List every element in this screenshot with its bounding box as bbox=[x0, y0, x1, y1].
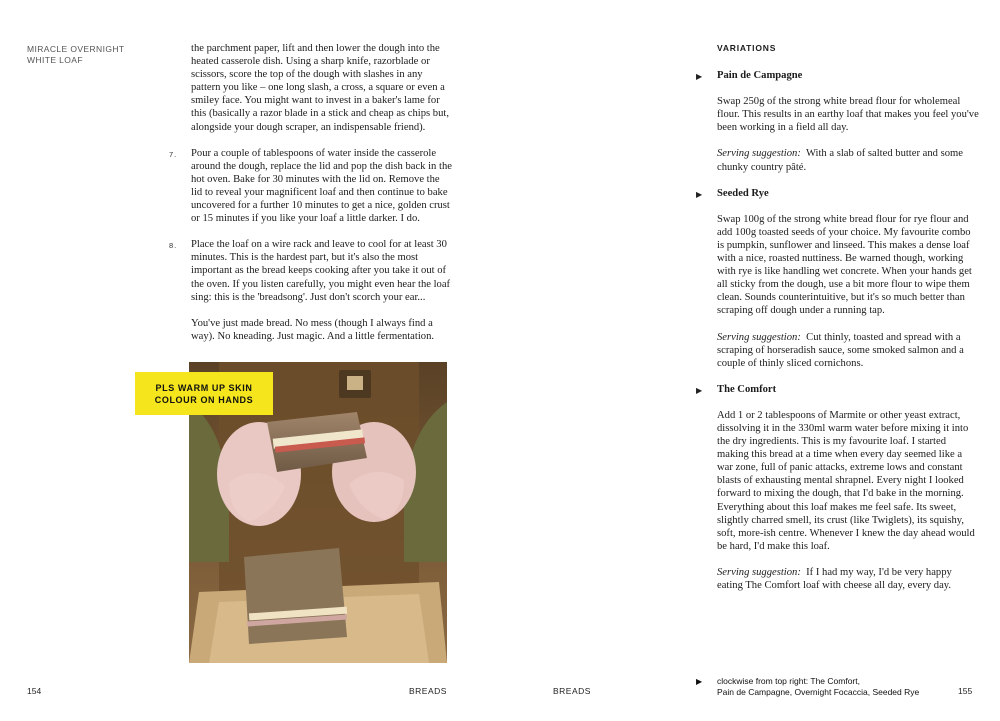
sticky-note-line-1: PLS WARM UP SKIN bbox=[155, 382, 253, 393]
triangle-bullet-icon: ▶ bbox=[696, 677, 703, 686]
page-number: 155 bbox=[958, 686, 973, 696]
triangle-bullet-icon: ▶ bbox=[696, 385, 703, 395]
step-number: 8. bbox=[169, 241, 178, 251]
serving-label: Serving suggestion: bbox=[717, 566, 801, 578]
closing-paragraph-wrap bbox=[191, 317, 453, 343]
serving-suggestion bbox=[717, 331, 979, 370]
running-head-line-2: WHITE LOAF bbox=[27, 55, 83, 65]
serving-text: If I had my way, I'd be very happy eating The Comfort loaf with cheese all day, every day. bbox=[717, 566, 952, 591]
photo-caption bbox=[696, 676, 987, 698]
sticky-note-line-2: COLOUR ON HANDS bbox=[154, 394, 254, 405]
variations-column bbox=[696, 42, 979, 605]
variation-pain-de-campagne bbox=[696, 69, 979, 174]
step-text: Pour a couple of tablespoons of water inside the casserole around the dough, replace the lid and pop the dish back in the hot oven. Bake for 30 minutes with the lid on. Remove the lid to reveal your magnificent loaf and then continue to bake uncovered for a further 10 minutes to get a nice, golden crust or 15 minutes if you like your loaf a little darker. I do. bbox=[191, 147, 452, 225]
triangle-bullet-icon: ▶ bbox=[696, 189, 703, 199]
footer-label: BREADS bbox=[409, 686, 447, 696]
page-number: 154 bbox=[27, 686, 42, 696]
footer-label: BREADS bbox=[553, 686, 591, 696]
right-page bbox=[500, 0, 1000, 721]
variation-title: The Comfort bbox=[717, 383, 777, 395]
sticky-note bbox=[135, 372, 273, 415]
variation-text: Swap 100g of the strong white bread flour for rye flour and add 100g toasted seeds of your choice. My favourite combo is pumpkin, sunflower and linseed. This makes a dense loaf with a nice, roasted nuttiness. Be warned though, working with rye is like handling wet concrete. When your hands get all sticky from the dough, use a bit more flour to wipe them clean. Sounds counterintuitive, but it's so much better than scraping off dough under a running tap. bbox=[717, 213, 972, 317]
method-column bbox=[169, 42, 453, 343]
step-6-continued: the parchment paper, lift and then lower the dough into the heated casserole dish. Using a sharp knife, razorblade or scissors, score the top of the dough with slashes in any pattern you like – one long slash, a cross, a square or even a smiley face. You might want to invest in a baker's lame for this (basically a razor blade in a stick and cheap as chips but, alongside your dough scraper, an indispensable friend). bbox=[191, 43, 449, 133]
serving-suggestion bbox=[717, 566, 979, 592]
variation-title: Seeded Rye bbox=[717, 187, 769, 199]
serving-suggestion bbox=[717, 147, 979, 173]
running-head bbox=[27, 44, 124, 66]
triangle-bullet-icon: ▶ bbox=[696, 72, 703, 82]
variation-title: Pain de Campagne bbox=[717, 70, 803, 82]
serving-label: Serving suggestion: bbox=[717, 148, 801, 160]
step-number: 7. bbox=[169, 149, 178, 159]
serving-text: Cut thinly, toasted and spread with a scraping of horseradish sauce, some smoked salmon and a couple of thinly sliced cornichons. bbox=[717, 331, 964, 369]
step-text: Place the loaf on a wire rack and leave to cool for at least 30 minutes. This is the hardest part, but it's also the most important as the bread keeps cooking after you take it out of the oven. If you listen carefully, you might even hear the loaf sing: this is the 'breadsong'. Just don't scorch your ear... bbox=[191, 239, 451, 303]
running-head-line-1: MIRACLE OVERNIGHT bbox=[27, 44, 125, 54]
variation-text: Add 1 or 2 tablespoons of Marmite or other yeast extract, dissolving it in the 330ml warm water before mixing it into the dry ingredients. This is my favourite loaf. I started making this bread at a time when every day seemed like a war zone, full of panic attacks, extreme lows and constant blasts of exhausting mental shrapnel. Every night I looked forward to mixing the dough, that I'd bake in the morning. Everything about this loaf makes me feel safe. Its sweet, slightly charred smell, its crust (like Twiglets), its squishy, soft, more-ish centre. Whenever I knew the day ahead would be hard, I'd make this loaf. bbox=[717, 409, 975, 552]
variation-seeded-rye bbox=[696, 187, 979, 370]
step-8 bbox=[169, 238, 453, 303]
caption-line-1: clockwise from top right: The Comfort, bbox=[717, 676, 860, 686]
serving-text: With a slab of salted butter and some chunky country pâté. bbox=[717, 148, 963, 173]
caption-line-2: Pain de Campagne, Overnight Focaccia, Seeded Rye bbox=[717, 687, 920, 697]
serving-label: Serving suggestion: bbox=[717, 331, 801, 343]
variation-text: Swap 250g of the strong white bread flour for wholemeal flour. This results in an earthy loaf that makes you feel you've been working in a field all day. bbox=[717, 96, 979, 134]
step-7 bbox=[169, 147, 453, 226]
section-heading: VARIATIONS bbox=[717, 43, 777, 53]
variation-the-comfort bbox=[696, 383, 979, 592]
closing-paragraph: You've just made bread. No mess (though I always find a way). No kneading. Just magic. And a little fermentation. bbox=[191, 317, 435, 342]
